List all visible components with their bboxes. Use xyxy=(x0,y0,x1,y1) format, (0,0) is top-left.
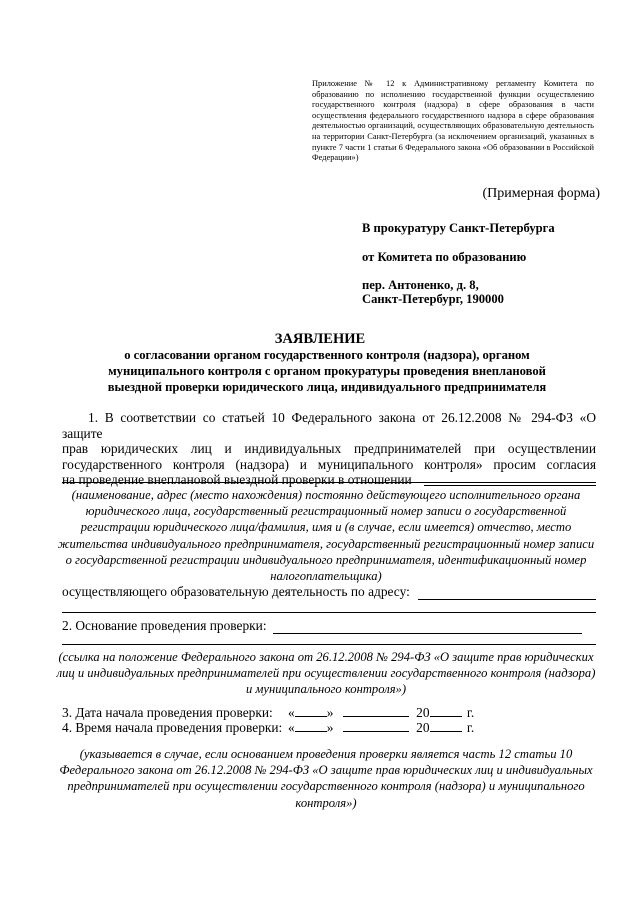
time-day-input[interactable] xyxy=(295,720,327,732)
item-1-line-3: государственного контроля (надзора) и муниципального контроля» просим согласия xyxy=(62,456,596,472)
item-1-paragraph xyxy=(62,410,596,488)
item-2-label: 2. Основание проведения проверки: xyxy=(62,618,267,633)
activity-address-input-2[interactable] xyxy=(62,612,596,613)
item-4-row xyxy=(62,720,475,736)
addressee-to: В прокуратуру Санкт-Петербурга xyxy=(362,221,555,235)
item-4-label: 4. Время начала проведения проверки: xyxy=(62,720,283,735)
time-open-quote: « xyxy=(288,720,295,735)
item-3-row xyxy=(62,705,475,721)
item-3-label: 3. Дата начала проведения проверки: xyxy=(62,705,273,720)
activity-address-label: осуществляющего образовательную деятельность по адресу: xyxy=(62,584,410,599)
basis-input[interactable] xyxy=(273,620,582,634)
address-line-2: Санкт-Петербург, 190000 xyxy=(362,292,504,306)
form-type-label: (Примерная форма) xyxy=(482,186,600,201)
start-year-input[interactable] xyxy=(430,705,462,717)
document-title: ЗАЯВЛЕНИЕ xyxy=(274,331,366,347)
basis-input-2[interactable] xyxy=(62,644,596,645)
addressee-from: от Комитета по образованию xyxy=(362,250,527,264)
date-open-quote: « xyxy=(288,705,295,720)
entity-input-line[interactable] xyxy=(424,472,596,486)
item-1-line-2: прав юридических лиц и индивидуальных предпринимателей при осуществлении xyxy=(62,441,596,456)
start-time-field xyxy=(288,720,474,736)
basis-note: (ссылка на положение Федерального закона от 26.12.2008 № 294-ФЗ «О защите прав юридических лиц и индивидуальных предпринимателей при осуществлении государственного контроля (надзора) и муниципального контроля») xyxy=(56,650,596,697)
time-note: (указывается в случае, если основанием проведения проверки является часть 12 статьи 10 Федерального закона от 26.12.2008 № 294-ФЗ «О защите прав юридических лиц и индивидуальных предпринимателей при осуществлении государственного контроля (надзора) и муниципального контроля») xyxy=(59,747,593,810)
year-prefix: 20 xyxy=(416,705,430,720)
time-year-prefix: 20 xyxy=(416,720,430,735)
item-2-row xyxy=(62,618,582,634)
item-1-line-4-text: на проведение внеплановой выездной проверки в отношении xyxy=(62,472,412,487)
activity-address-input[interactable] xyxy=(418,586,596,600)
address-line-1: пер. Антоненко, д. 8, xyxy=(362,278,479,292)
entity-note: (наименование, адрес (место нахождения) постоянно действующего исполнительного органа юридического лица, государственный регистрационный номер записи о государственной регистрации юридического лица/фамилия, имя и (в случае, если имеется) отчество, место жительства индивидуального предпринимателя, государственный регистрационный номер записи о государственной регистрации индивидуального предпринимателя, идентификационный номер налогоплательщика) xyxy=(57,488,595,584)
entity-input-line-2[interactable] xyxy=(62,482,596,483)
activity-address-row xyxy=(62,584,596,600)
start-month-input[interactable] xyxy=(343,705,409,717)
item-1-line-1: 1. В соответствии со статьей 10 Федерального закона от 26.12.2008 № 294-ФЗ «О защите xyxy=(62,410,596,441)
time-year-input[interactable] xyxy=(430,720,462,732)
date-close-quote: » xyxy=(326,705,334,720)
time-month-input[interactable] xyxy=(343,720,409,732)
start-day-input[interactable] xyxy=(295,705,327,717)
time-close-quote: » xyxy=(326,720,334,735)
appendix-note: Приложение № 12 к Административному регламенту Комитета по образованию по исполнению государственной функции осуществлению государственного контроля (надзора) в сфере образования в части осуществления федерального государственного надзора в сфере образования деятельностью организаций, осуществляющих образовательную деятельность на территории Санкт-Петербурга (за исключением организаций, указанных в пункте 7 части 1 статьи 6 Федерального закона «Об образовании в Российской Федерации») xyxy=(312,79,594,163)
document-subtitle: о согласовании органом государственного контроля (надзора), органом муниципального контроля с органом прокуратуры проведения внеплановой выездной проверки юридического лица, индивидуального предпринимателя xyxy=(107,348,547,394)
start-date-field xyxy=(288,705,474,721)
item-1-line-4 xyxy=(62,472,596,488)
year-suffix: г. xyxy=(466,705,475,720)
time-year-suffix: г. xyxy=(466,720,475,735)
